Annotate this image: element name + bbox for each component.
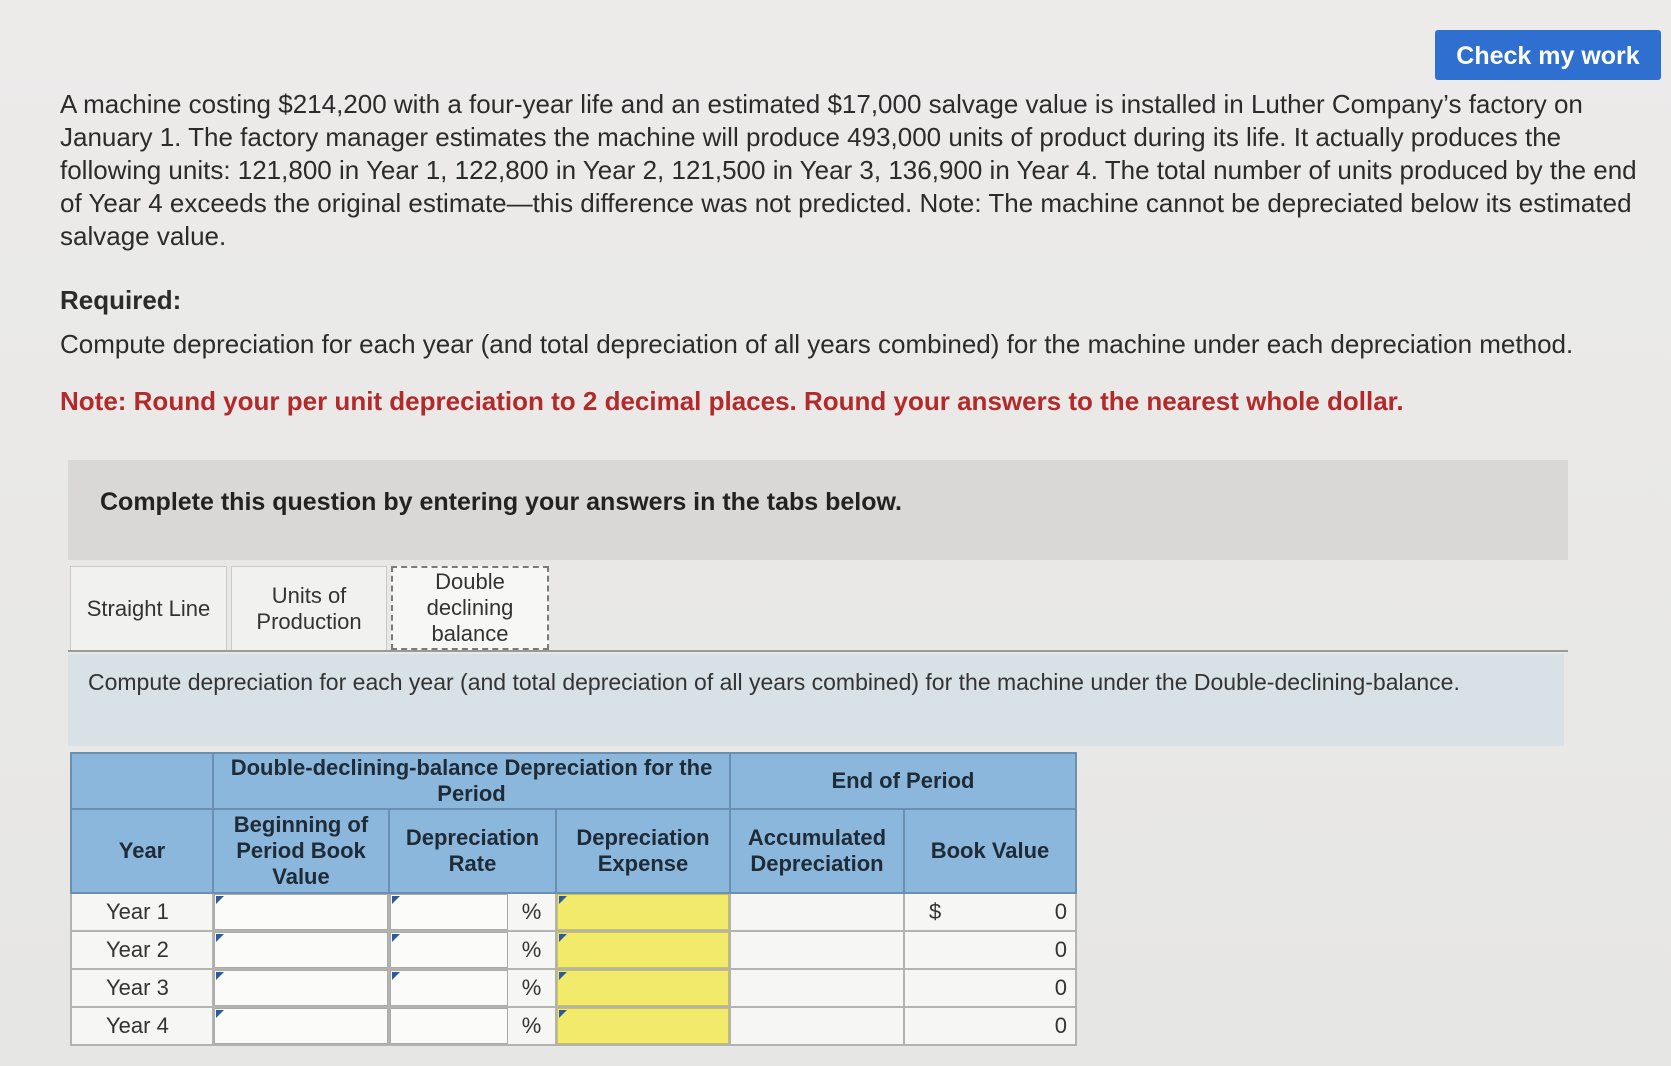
table-row: [71, 969, 1076, 1007]
check-my-work-button[interactable]: Check my work: [1435, 30, 1661, 80]
depreciation-expense-input[interactable]: [557, 932, 729, 968]
depreciation-rate-input[interactable]: [390, 970, 508, 1006]
header-depreciation-rate: Depreciation Rate: [389, 809, 556, 893]
year-label: Year 4: [71, 1007, 213, 1045]
tab-label: Double declining balance: [426, 569, 514, 646]
tab-units-of-production[interactable]: [231, 566, 387, 650]
year-label: Year 3: [71, 969, 213, 1007]
table-row: [71, 893, 1076, 931]
accumulated-depreciation-cell: [730, 969, 904, 1007]
instruction-box: [68, 654, 1564, 746]
rounding-note: Note: Round your per unit depreciation to 2 decimal places. Round your answers to the nearest whole dollar.: [60, 386, 1404, 416]
currency-symbol: $: [929, 899, 942, 924]
book-value: 0: [1054, 937, 1067, 962]
depreciation-expense-input[interactable]: [557, 970, 729, 1006]
tab-divider: [68, 650, 1568, 652]
beginning-book-value-input[interactable]: [214, 970, 388, 1006]
required-label: Required:: [60, 285, 182, 315]
percent-symbol: %: [521, 937, 542, 962]
header-depreciation-expense: Depreciation Expense: [556, 809, 730, 893]
input-corner-marker: [216, 934, 224, 942]
complete-question-banner: [68, 460, 1568, 560]
book-value: 0: [1054, 1013, 1067, 1038]
depreciation-rate-input[interactable]: [390, 894, 508, 930]
problem-text: A machine costing $214,200 with a four-year life and an estimated $17,000 salvage value is installed in Luther Company’s factory on January 1. The factory manager estimates the machine will produce 493,000 units of product during its life. It actually produces the following units: 121,800 in Year 1, 122,800 in Year 2, 121,500 in Year 3, 136,900 in Year 4. The total number of units produced by the end of Year 4 exceeds the original estimate—this difference was not predicted. Note: The machine cannot be depreciated below its estimated salvage value.: [60, 89, 1637, 251]
year-label: Year 1: [71, 893, 213, 931]
tab-straight-line[interactable]: [70, 566, 227, 650]
input-corner-marker: [559, 972, 567, 980]
year-label: Year 2: [71, 931, 213, 969]
percent-symbol: %: [521, 899, 542, 924]
header-accumulated-depreciation: Accumulated Depreciation: [730, 809, 904, 893]
input-corner-marker: [392, 972, 400, 980]
depreciation-table: [70, 752, 1077, 1046]
header-year: Year: [71, 809, 213, 893]
header-ddb-period: Double-declining-balance Depreciation for the Period: [213, 753, 730, 809]
header-end-of-period: End of Period: [730, 753, 1076, 809]
depreciation-expense-input[interactable]: [557, 894, 729, 930]
beginning-book-value-input[interactable]: [214, 1008, 388, 1044]
accumulated-depreciation-cell: [730, 1007, 904, 1045]
instruction-text: Compute depreciation for each year (and total depreciation of all years combined) for the machine under the Double-declining-balance.: [88, 669, 1460, 695]
accumulated-depreciation-cell: [730, 893, 904, 931]
accumulated-depreciation-cell: [730, 931, 904, 969]
input-corner-marker: [216, 1010, 224, 1018]
beginning-book-value-input[interactable]: [214, 894, 388, 930]
input-corner-marker: [392, 896, 400, 904]
percent-symbol: %: [521, 1013, 542, 1038]
header-beginning-book-value: Beginning of Period Book Value: [213, 809, 389, 893]
input-corner-marker: [559, 1010, 567, 1018]
input-corner-marker: [216, 972, 224, 980]
tab-double-declining-balance[interactable]: [391, 566, 549, 650]
input-corner-marker: [559, 934, 567, 942]
table-row: [71, 1007, 1076, 1045]
tab-label: Straight Line: [86, 595, 211, 621]
depreciation-expense-input[interactable]: [557, 1008, 729, 1044]
header-book-value: Book Value: [904, 809, 1076, 893]
input-corner-marker: [392, 934, 400, 942]
book-value: 0: [1054, 899, 1067, 924]
input-corner-marker: [559, 896, 567, 904]
complete-question-text: Complete this question by entering your answers in the tabs below.: [100, 488, 902, 516]
header-blank: [71, 753, 213, 809]
beginning-book-value-input[interactable]: [214, 932, 388, 968]
depreciation-rate-input[interactable]: [390, 932, 508, 968]
percent-symbol: %: [521, 975, 542, 1000]
input-corner-marker: [216, 896, 224, 904]
required-text: Compute depreciation for each year (and total depreciation of all years combined) for the machine under each depreciation method.: [60, 329, 1574, 359]
tab-label: Units of Production: [256, 582, 362, 634]
table-row: [71, 931, 1076, 969]
depreciation-rate-input[interactable]: [390, 1008, 508, 1044]
book-value: 0: [1054, 975, 1067, 1000]
